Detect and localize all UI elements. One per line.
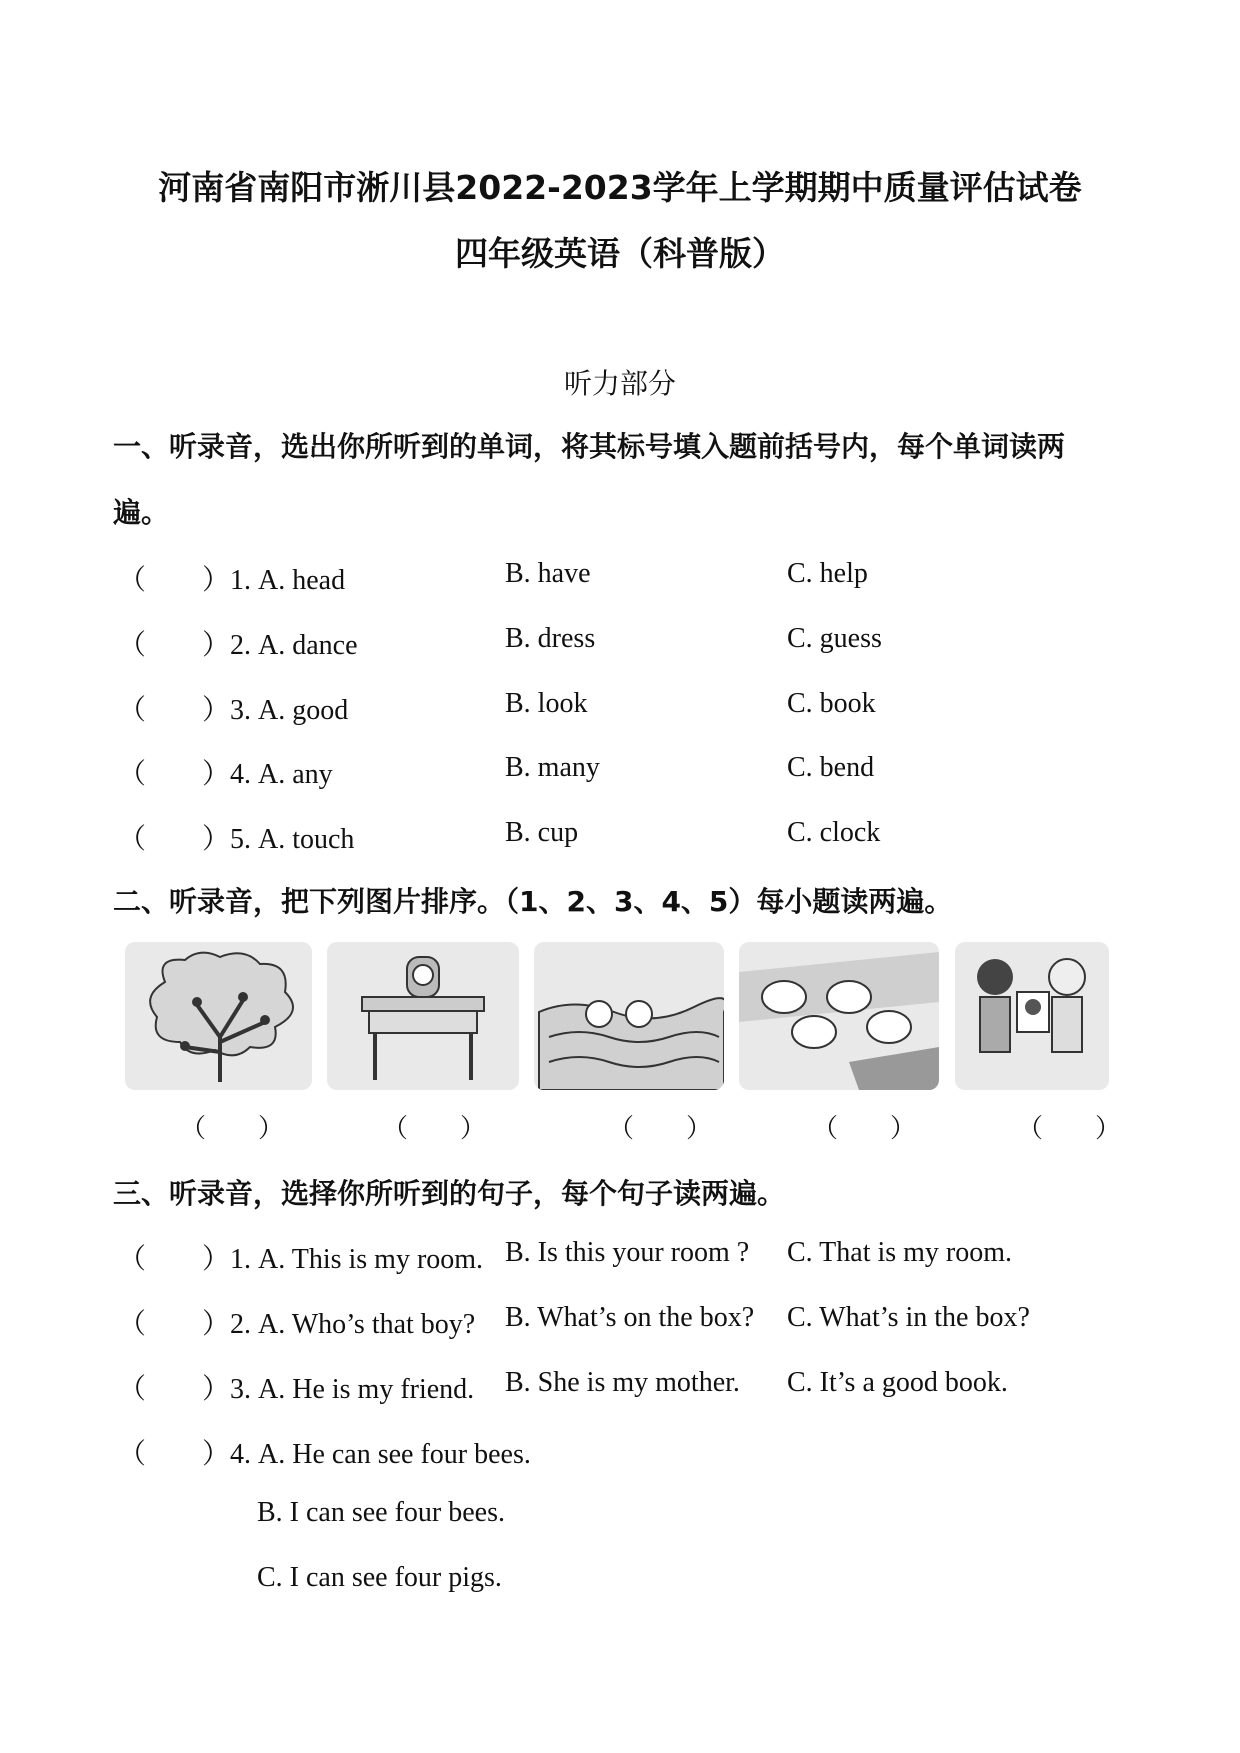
option-b: B. cup bbox=[505, 817, 579, 848]
option-b: B. I can see four bees. bbox=[257, 1497, 506, 1528]
option-c: C. help bbox=[787, 558, 868, 589]
option-c: C. I can see four pigs. bbox=[257, 1562, 502, 1593]
children-swimming-icon bbox=[534, 942, 724, 1090]
listening-part-label: 听力部分 bbox=[563, 367, 676, 400]
answer-blank[interactable]: （ ）3. A. He is my friend. bbox=[118, 1374, 475, 1405]
sheep-flock-icon bbox=[739, 942, 939, 1090]
exam-subtitle: 四年级英语（科普版） bbox=[455, 234, 785, 273]
exam-title: 河南省南阳市淅川县2022-2023学年上学期期中质量评估试卷 bbox=[158, 168, 1082, 207]
answer-blank[interactable]: （ ）2. A. dance bbox=[118, 630, 358, 661]
section1-heading-line2: 遍。 bbox=[113, 496, 170, 529]
answer-blank[interactable]: （ ）1. A. This is my room. bbox=[118, 1244, 484, 1275]
answer-blank[interactable]: （ ）5. A. touch bbox=[118, 824, 355, 855]
option-b: B. many bbox=[505, 752, 600, 783]
option-b: B. have bbox=[505, 558, 591, 589]
option-c: C. What’s in the box? bbox=[787, 1302, 1030, 1333]
option-b: B. look bbox=[505, 688, 588, 719]
section2-heading: 二、听录音，把下列图片排序。（1、2、3、4、5）每小题读两遍。 bbox=[113, 885, 953, 918]
option-c: C. bend bbox=[787, 752, 875, 783]
picture-answer-blank[interactable]: （ ） bbox=[180, 1114, 285, 1143]
kids-with-photo-icon bbox=[955, 942, 1109, 1090]
option-c: C. guess bbox=[787, 623, 882, 654]
option-c: C. book bbox=[787, 688, 876, 719]
clock-on-desk-icon bbox=[327, 942, 519, 1090]
option-c: C. clock bbox=[787, 817, 881, 848]
answer-blank[interactable]: （ ）1. A. head bbox=[118, 565, 346, 596]
option-c: C. That is my room. bbox=[787, 1237, 1013, 1268]
picture-answer-blank[interactable]: （ ） bbox=[812, 1114, 917, 1143]
option-b: B. What’s on the box? bbox=[505, 1302, 755, 1333]
option-b: B. dress bbox=[505, 623, 596, 654]
picture-answer-blank[interactable]: （ ） bbox=[608, 1114, 713, 1143]
answer-blank[interactable]: （ ）4. A. any bbox=[118, 759, 333, 790]
answer-blank[interactable]: （ ）3. A. good bbox=[118, 695, 349, 726]
section3-heading: 三、听录音，选择你所听到的句子，每个句子读两遍。 bbox=[113, 1177, 786, 1210]
picture-answer-blank[interactable]: （ ） bbox=[382, 1114, 487, 1143]
section1-heading-line1: 一、听录音，选出你所听到的单词，将其标号填入题前括号内，每个单词读两 bbox=[113, 430, 1066, 463]
answer-blank[interactable]: （ ）4. A. He can see four bees. bbox=[118, 1439, 531, 1470]
tree-with-birds-icon bbox=[125, 942, 312, 1090]
option-b: B. Is this your room ? bbox=[505, 1237, 750, 1268]
answer-blank[interactable]: （ ）2. A. Who’s that boy? bbox=[118, 1309, 476, 1340]
option-b: B. She is my mother. bbox=[505, 1367, 740, 1398]
option-c: C. It’s a good book. bbox=[787, 1367, 1008, 1398]
picture-answer-blank[interactable]: （ ） bbox=[1017, 1114, 1122, 1143]
